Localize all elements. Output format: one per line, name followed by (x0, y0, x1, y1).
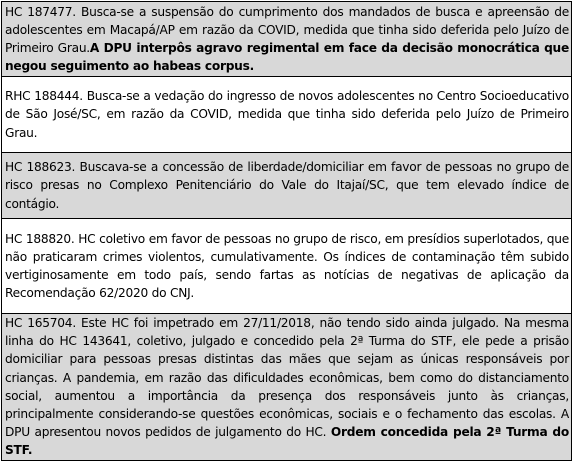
case-cell-hc-187477 (2, 2, 572, 77)
case-cell-hc-188623 (2, 153, 572, 219)
table-row (2, 77, 572, 153)
case-text: HC 165704. Este HC foi impetrado em 27/11/2018, não tendo sido ainda julgado. Na mesma linha do HC 143641, coletivo, julgado e concedido pela 2ª Turma do STF, ele pede a prisão domiciliar para pessoas presas distintas das mães que sejam as únicas responsáveis por crianças. A pandemia, em razão das dificuldades econômicas, bem como do distanciamento social, aumentou a importância da presença dos responsáveis junto às crianças, principalmente considerando-se questões econômicas, sociais e o fechamento das escolas. A DPU apresentou novos pedidos de julgamento do HC. (5, 316, 569, 440)
table-row (2, 153, 572, 219)
case-table (1, 1, 572, 461)
case-cell-rhc-188444 (2, 77, 572, 153)
case-cell-hc-188820 (2, 219, 572, 314)
case-outcome-text: Ordem concedida pela 2ª Turma do STF. (5, 425, 569, 458)
case-text: RHC 188444. Busca-se a vedação do ingresso de novos adolescentes no Centro Socioeducativo de São José/SC, em razão da COVID, medida que tinha sido deferida pelo Juízo de Primeiro Grau. (5, 89, 569, 140)
case-outcome-text: A DPU interpôs agravo regimental em face da decisão monocrática que negou seguimento ao habeas corpus. (5, 41, 569, 74)
table-row (2, 2, 572, 77)
case-text: HC 188820. HC coletivo em favor de pessoas no grupo de risco, em presídios superlotados, que não praticaram crimes violentos, cumulativamente. Os índices de contaminação têm subido vertiginosamente em todo país, sendo fartas as notícias de negativas de aplicação da Recomendação 62/2020 do CNJ. (5, 231, 569, 301)
case-text: HC 187477. Busca-se a suspensão do cumprimento dos mandados de busca e apreensão de adolescentes em Macapá/AP em razão da COVID, medida que tinha sido deferida pelo Juízo de Primeiro Grau. (5, 4, 569, 55)
case-text: HC 188623. Buscava-se a concessão de liberdade/domiciliar em favor de pessoas no grupo de risco presas no Complexo Penitenciário do Vale do Itajaí/SC, que tem elevado índice de contágio. (5, 160, 569, 211)
table-row (2, 219, 572, 314)
case-cell-hc-165704 (2, 314, 572, 461)
table-row (2, 314, 572, 461)
